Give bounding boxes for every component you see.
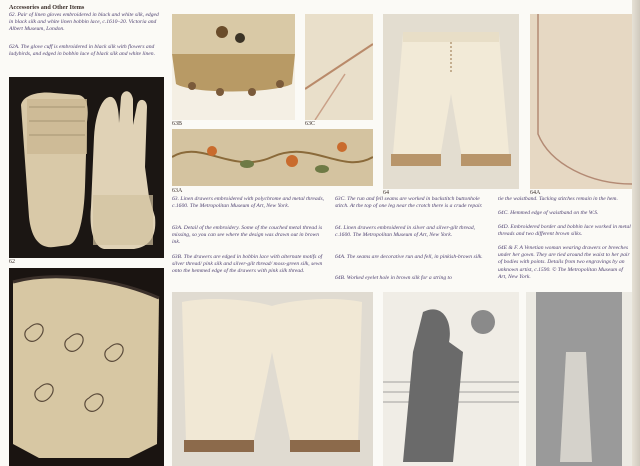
caption-62: 62. Pair of linen gloves embroidered in black and white silk, edged in black silk and white linen bobbin lace, c.1610–20. Victoria and Albert Museum, London.	[9, 12, 159, 33]
engraving-64e	[383, 292, 519, 466]
drawers-seam-image-64a	[530, 14, 632, 189]
gloves-image	[9, 77, 164, 258]
fig-label-63a: 63A	[172, 188, 183, 194]
glove-cuff-photo	[9, 268, 164, 466]
glove-cuff-image	[9, 268, 164, 466]
engraving-64f-image	[526, 292, 632, 466]
fig-label-63c: 63C	[305, 121, 316, 127]
embroidery-detail-image	[172, 129, 373, 186]
engraving-64e-image	[383, 292, 519, 466]
drawers-image-64	[383, 14, 519, 189]
drawers-image-64d	[172, 292, 373, 466]
drawers-seam-photo-64a	[530, 14, 632, 189]
seam-image	[305, 14, 373, 120]
seam-photo	[305, 14, 373, 120]
lace-edge-image	[172, 14, 295, 120]
caption-64: 64. Linen drawers embroidered in silver and silver-gilt thread, c.1600. The Metropolitan Museum of Art, New York.	[335, 225, 476, 239]
caption-64a: 64A. The seams are decorative run and fell, in pinkish-brown silk.	[335, 254, 483, 260]
fig-label-64a: 64A	[530, 190, 541, 196]
caption-64d: 64D. Embroidered border and bobbin lace worked in metal threads and two different brown silks.	[498, 224, 631, 238]
caption-62a: 62A. The glove cuff is embroidered in black silk with flowers and ladybirds, and edged in bobbin lace of black silk and white linen.	[9, 44, 155, 58]
caption-63: 63. Linen drawers embroidered with polychrome and metal threads, c.1600. The Metropolitan Museum of Art, New York.	[172, 196, 325, 210]
page-edge	[632, 0, 640, 466]
fig-label-62: 62	[9, 259, 15, 265]
section-title: Accessories and Other Items	[9, 4, 85, 11]
caption-64ef: 64E & F. A Venetian woman wearing drawers or breeches under her gown. They are tied around the waist to her pair of bodies with points. Details from two engravings by an unknown artist, c.1590. © The Metropolitan Museum of Art, New York.	[498, 245, 630, 280]
embroidery-detail-photo	[172, 129, 373, 186]
caption-63b: 63B. The drawers are edged in bobbin lace with alternate motifs of silver thread/ pink silk and silver-gilt thread/ moss-green silk, sewn onto the hemmed edge of the drawers with pink silk thread.	[172, 254, 323, 275]
fig-label-64: 64	[383, 190, 389, 196]
caption-64b-cont: tie the waistband. Tacking stitches remain in the hem.	[498, 196, 618, 202]
fig-label-63b: 63B	[172, 121, 183, 127]
lace-edge-photo	[172, 14, 295, 120]
caption-63a: 63A. Detail of the embroidery. Some of the couched metal thread is missing, so you can see where the design was drawn out in brown ink.	[172, 225, 323, 246]
drawers-photo-64	[383, 14, 519, 189]
drawers-photo-64d	[172, 292, 373, 466]
caption-64c: 64C. Hemmed edge of waistband on the W.S.	[498, 210, 599, 216]
caption-64b: 64B. Worked eyelet hole in brown silk for a string to	[335, 275, 452, 281]
gloves-photo	[9, 77, 164, 258]
caption-63c: 63C. The run and fell seams are worked in backstitch buttonhole stitch. At the top of one leg near the crotch there is a crude repair.	[335, 196, 483, 210]
engraving-64f	[526, 292, 632, 466]
